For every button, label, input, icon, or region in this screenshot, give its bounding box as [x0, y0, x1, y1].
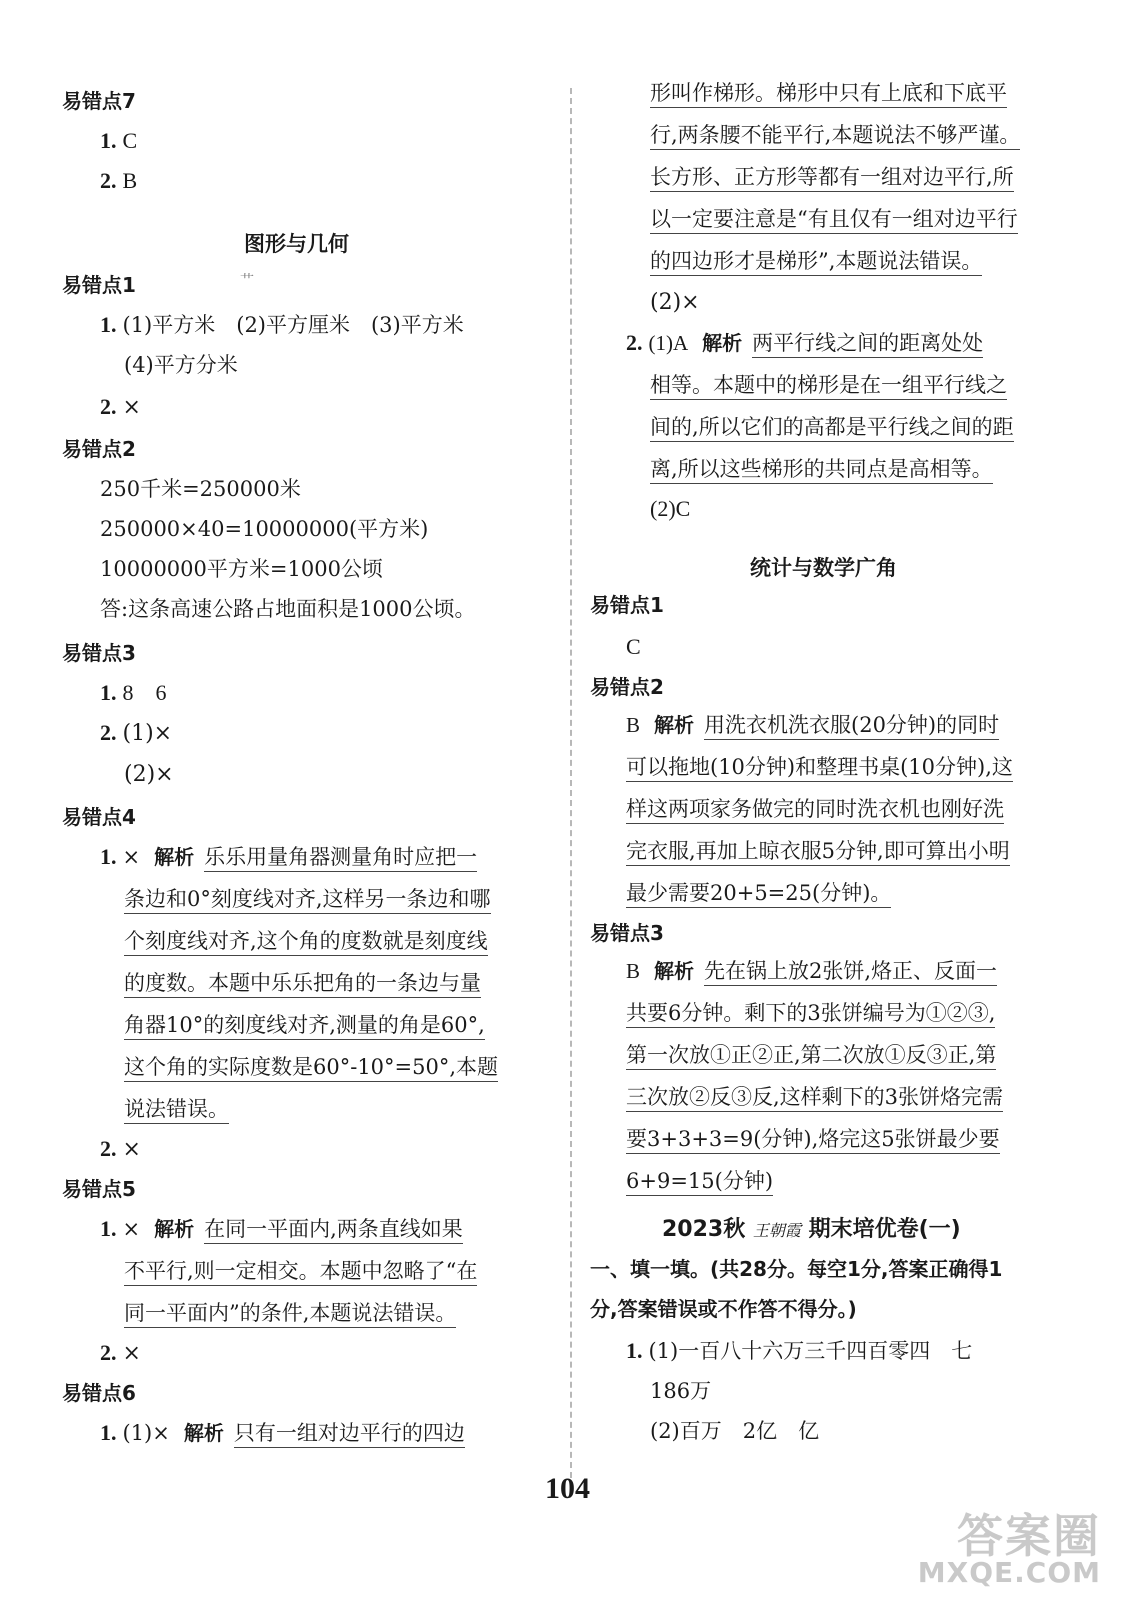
explanation-line: 间的,所以它们的高都是平行线之间的距: [650, 412, 1014, 442]
explanation-line: 可以拖地(10分钟)和整理书桌(10分钟),这: [626, 752, 1013, 782]
error-point-heading: 易错点5: [62, 1177, 136, 1201]
error-point-heading: 易错点3: [590, 921, 664, 945]
explanation-line: 样这两项家务做完的同时洗衣机也刚好洗: [626, 794, 1004, 824]
answer-line: 1. (1)一百八十六万三千四百零四 七: [626, 1338, 973, 1363]
answer-line: (2)百万 2亿 亿: [650, 1419, 820, 1443]
watermark-logo: 答案圈 MXQE.COM: [917, 1509, 1101, 1589]
section-title-geometry: 图形与几何: [244, 232, 349, 256]
answer-line: 1. 8 6: [100, 680, 167, 705]
explanation-line: 以一定要注意是“有且仅有一组对边平行: [650, 204, 1018, 234]
explanation-line: 共要6分钟。剩下的3张饼编号为①②③,: [626, 998, 995, 1028]
error-point-heading: 易错点4: [62, 805, 136, 829]
page-number: 104: [545, 1472, 590, 1505]
explanation-line: 说法错误。: [124, 1094, 229, 1124]
calc-line: 答:这条高速公路占地面积是1000公顷。: [100, 597, 476, 621]
answer-line: (2)×: [650, 290, 700, 315]
explanation-line: 这个角的实际度数是60°-10°=50°,本题: [124, 1052, 498, 1082]
explanation-line: 第一次放①正②正,第二次放①反③正,第: [626, 1040, 996, 1070]
calc-line: 10000000平方米=1000公顷: [100, 557, 383, 581]
answer-line: 2. ×: [100, 1340, 141, 1366]
explanation-line: 完衣服,再加上晾衣服5分钟,即可算出小明: [626, 836, 1010, 866]
explanation-line: 6+9=15(分钟): [626, 1166, 773, 1196]
explanation-line: 同一平面内”的条件,本题说法错误。: [124, 1298, 456, 1328]
explanation-line: 条边和0°刻度线对齐,这样另一条边和哪: [124, 884, 491, 914]
answer-line: (2)C: [650, 496, 691, 521]
explanation-line: 相等。本题中的梯形是在一组平行线之: [650, 370, 1007, 400]
error-point-heading: 易错点3: [62, 641, 136, 665]
explanation-line: 最少需要20+5=25(分钟)。: [626, 878, 891, 908]
section-title-statistics: 统计与数学广角: [750, 556, 897, 580]
answer-line: 2. ×: [100, 1136, 141, 1162]
answer-line: 2. (1)×: [100, 720, 173, 746]
explanation-line: 的度数。本题中乐乐把角的一条边与量: [124, 968, 481, 998]
answer-line: 1. C: [100, 128, 138, 153]
explanation-line: 1. × 解析 在同一平面内,两条直线如果: [100, 1214, 463, 1244]
answer-line: (4)平方分米: [124, 353, 238, 377]
error-point-heading: 易错点1: [590, 593, 664, 617]
answer-line: 1. (1)平方米 (2)平方厘米 (3)平方米: [100, 312, 464, 337]
answer-line: 2. B: [100, 168, 138, 193]
explanation-line: 离,所以这些梯形的共同点是高相等。: [650, 454, 993, 484]
explanation-line: 行,两条腰不能平行,本题说法不够严谨。: [650, 120, 1020, 150]
explanation-line: 2. (1)A 解析 两平行线之间的距离处处: [626, 328, 983, 358]
explanation-line: B 解析 先在锅上放2张饼,烙正、反面一: [626, 956, 997, 986]
explanation-line: 个刻度线对齐,这个角的度数就是刻度线: [124, 926, 488, 956]
brand-logo: 王朝霞: [752, 1221, 801, 1240]
exam-title: 2023秋 王朝霞 期末培优卷(一): [662, 1217, 961, 1242]
calc-line: 250千米=250000米: [100, 477, 301, 501]
error-point-heading: 易错点7: [62, 89, 136, 113]
error-point-heading: 易错点6: [62, 1381, 136, 1405]
stray-mark: 艹: [240, 273, 254, 289]
part-instruction: 分,答案错误或不作答不得分。): [590, 1297, 857, 1321]
explanation-line: 的四边形才是梯形”,本题说法错误。: [650, 246, 982, 276]
error-point-heading: 易错点2: [590, 675, 664, 699]
part-instruction: 一、填一填。(共28分。每空1分,答案正确得1: [590, 1257, 1003, 1281]
explanation-line: 长方形、正方形等都有一组对边平行,所: [650, 162, 1014, 192]
answer-line: (2)×: [124, 762, 174, 787]
explanation-line: 不平行,则一定相交。本题中忽略了“在: [124, 1256, 477, 1286]
explanation-line: 1. × 解析 乐乐用量角器测量角时应把一: [100, 842, 477, 872]
answer-line: 2. ×: [100, 394, 141, 420]
explanation-line: 三次放②反③反,这样剩下的3张饼烙完需: [626, 1082, 1003, 1112]
explanation-line: 角器10°的刻度线对齐,测量的角是60°,: [124, 1010, 485, 1040]
column-divider: [570, 88, 572, 1488]
explanation-line: 要3+3+3=9(分钟),烙完这5张饼最少要: [626, 1124, 1000, 1154]
calc-line: 250000×40=10000000(平方米): [100, 517, 429, 541]
answer-line: 186万: [650, 1379, 712, 1403]
explanation-line: B 解析 用洗衣机洗衣服(20分钟)的同时: [626, 710, 999, 740]
error-point-heading: 易错点1: [62, 273, 136, 297]
error-point-heading: 易错点2: [62, 437, 136, 461]
answer-line: C: [626, 634, 641, 659]
explanation-line: 形叫作梯形。梯形中只有上底和下底平: [650, 78, 1007, 108]
explanation-line: 1. (1)× 解析 只有一组对边平行的四边: [100, 1418, 465, 1448]
